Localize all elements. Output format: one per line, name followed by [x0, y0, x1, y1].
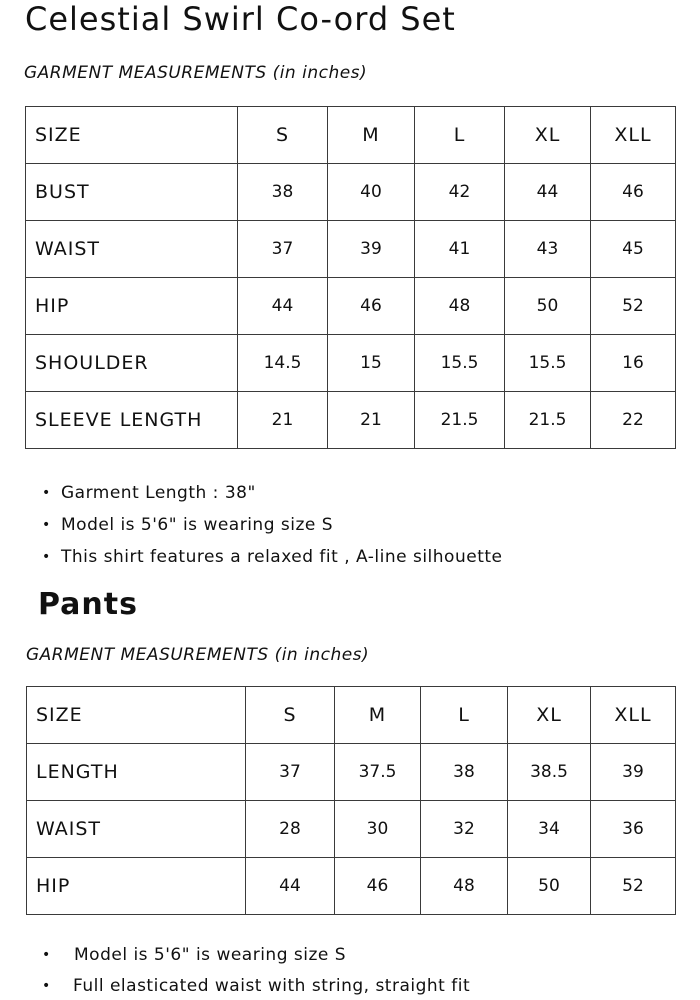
pants-notes-list: [42, 940, 470, 1000]
table-cell: 38.5: [508, 744, 591, 801]
table-cell: 43: [505, 221, 591, 278]
table-cell: 15.5: [415, 335, 505, 392]
table-cell: 15: [328, 335, 415, 392]
bullet-icon: •: [42, 517, 51, 533]
table-cell: 21.5: [505, 392, 591, 449]
table-cell: 41: [415, 221, 505, 278]
table-cell: 52: [591, 858, 676, 915]
header-cell: SIZE: [26, 107, 238, 164]
table-cell: 14.5: [238, 335, 328, 392]
table-cell: 37: [246, 744, 335, 801]
table-cell: 44: [505, 164, 591, 221]
header-cell: L: [415, 107, 505, 164]
table-cell: 42: [415, 164, 505, 221]
row-label: SLEEVE LENGTH: [26, 392, 238, 449]
table-cell: 21.5: [415, 392, 505, 449]
list-item: • Garment Length : 38": [42, 477, 502, 509]
shirt-measurements-heading-unit: (in inches): [272, 63, 368, 83]
table-cell: 28: [246, 801, 335, 858]
bullet-icon: •: [42, 978, 51, 994]
table-cell: 16: [591, 335, 676, 392]
table-row: [26, 278, 676, 335]
table-cell: 52: [591, 278, 676, 335]
table-row: [26, 335, 676, 392]
header-cell: SIZE: [27, 687, 246, 744]
row-label: HIP: [27, 858, 246, 915]
table-cell: 32: [421, 801, 508, 858]
table-cell: 37.5: [335, 744, 421, 801]
bullet-icon: •: [42, 549, 51, 565]
table-cell: 38: [421, 744, 508, 801]
shirt-notes-list: [42, 477, 502, 573]
header-cell: S: [238, 107, 328, 164]
pants-measurements-heading-unit: (in inches): [274, 645, 370, 665]
row-label: BUST: [26, 164, 238, 221]
table-cell: 36: [591, 801, 676, 858]
table-cell: 39: [328, 221, 415, 278]
list-item: • Model is 5'6" is wearing size S: [42, 940, 470, 971]
table-cell: 21: [238, 392, 328, 449]
pants-size-table: [26, 686, 676, 915]
row-label: SHOULDER: [26, 335, 238, 392]
table-row: [26, 221, 676, 278]
header-cell: XLL: [591, 107, 676, 164]
table-cell: 40: [328, 164, 415, 221]
row-label: WAIST: [27, 801, 246, 858]
table-row: [27, 801, 676, 858]
pants-title: Pants: [38, 587, 138, 622]
row-label: LENGTH: [27, 744, 246, 801]
header-cell: XL: [505, 107, 591, 164]
list-item: • This shirt features a relaxed fit , A-line silhouette: [42, 541, 502, 573]
header-cell: M: [328, 107, 415, 164]
table-cell: 46: [335, 858, 421, 915]
table-cell: 22: [591, 392, 676, 449]
table-cell: 37: [238, 221, 328, 278]
header-cell: L: [421, 687, 508, 744]
shirt-size-table: [25, 106, 676, 449]
bullet-icon: •: [42, 485, 51, 501]
table-header-row: [26, 107, 676, 164]
list-item: • Model is 5'6" is wearing size S: [42, 509, 502, 541]
bullet-icon: •: [42, 947, 51, 963]
table-cell: 48: [415, 278, 505, 335]
table-cell: 38: [238, 164, 328, 221]
row-label: WAIST: [26, 221, 238, 278]
header-cell: XL: [508, 687, 591, 744]
table-row: [27, 744, 676, 801]
table-cell: 45: [591, 221, 676, 278]
table-cell: 39: [591, 744, 676, 801]
pants-measurements-heading-main: GARMENT MEASUREMENTS: [26, 645, 269, 665]
row-label: HIP: [26, 278, 238, 335]
table-cell: 15.5: [505, 335, 591, 392]
table-row: [26, 392, 676, 449]
table-cell: 30: [335, 801, 421, 858]
table-cell: 21: [328, 392, 415, 449]
table-header-row: [27, 687, 676, 744]
page-title: Celestial Swirl Co-ord Set: [25, 0, 456, 38]
header-cell: S: [246, 687, 335, 744]
list-item: • Full elasticated waist with string, straight fit: [42, 971, 470, 1000]
table-cell: 48: [421, 858, 508, 915]
header-cell: M: [335, 687, 421, 744]
table-cell: 34: [508, 801, 591, 858]
table-cell: 46: [591, 164, 676, 221]
header-cell: XLL: [591, 687, 676, 744]
shirt-measurements-heading: [24, 63, 367, 83]
shirt-measurements-heading-main: GARMENT MEASUREMENTS: [24, 63, 267, 83]
table-cell: 44: [246, 858, 335, 915]
table-row: [27, 858, 676, 915]
table-row: [26, 164, 676, 221]
table-cell: 50: [508, 858, 591, 915]
table-cell: 50: [505, 278, 591, 335]
table-cell: 44: [238, 278, 328, 335]
pants-measurements-heading: [26, 645, 369, 665]
table-cell: 46: [328, 278, 415, 335]
